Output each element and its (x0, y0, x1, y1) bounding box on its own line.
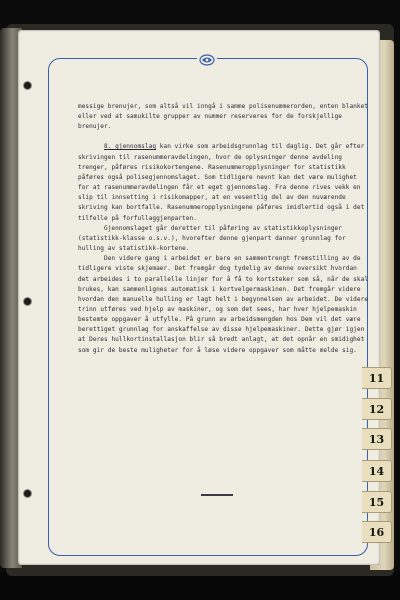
punch-hole (24, 298, 31, 305)
paragraph-text: kan virke som arbeidsgrunnlag til daglig. Det går efter skrivingen til rasenummeravdelingen, hvor de oplysninger denne avdeling trenger, påføres risikokortengene. Rasenummeropplysninger for statistikk påføres også polisegjennomslaget. Som tidligere nevnt kan det være mulighet for at rasenummeravdelingen får et eget gjennomslag. Fra denne rives vekk en slip til innsetting i risikomapper, at en vesentlig del av den nuværende skriving kan bortfalle. Rasenummeropplysningene påføres imidlertid også i det tilfelle på forfullaggjenparten. (78, 143, 369, 222)
paragraph: Gjennomslaget går deretter til påføring av statistikkoplysninger (statistikk-klasse o.s.v.), hvorefter denne gjenpart danner grunnlag for hulling av statistikk-kortene. (78, 224, 350, 253)
paragraph: Den videre gang i arbeidet er bare en sammentrengt fremstilling av de tidligere viste skjemaer. Det fremgår dog tydelig av denne oversikt hvordan det arbeides i to parallelle linjer for å få to kortsteker som så, når de skal brukes, kan sammenlignes automatisk i kortvelgermaskinen. Det fremgår videre hvordan den manuelle hulling er lagt helt i begynnelsen av arbeidet. De videre trinn utføres ved hjelp av maskiner, og som det sees, har hver hjelpemaskin bestemte oppgaver å utfylle. På grunn av arbeidsmengden hos Dem vil det være berettiget grunnlag for anskaffelse av disse hjelpemaskiner. Dette gjør igjen at Deres hullkortinstallasjon blir så bredt anlagt, at det opnår en smidighet som gir de beste muligheter for å løse videre oppgaver som måtte melde sig. (78, 255, 372, 354)
page-number: - 3 - (186, 569, 212, 577)
crest-icon (197, 53, 217, 67)
paragraph: messige brenujer, som altså vil inngå i samme polisenummerorden, enten blanket eller ved at samukilte grupper av nummer reserveres for de forskjellige brenujer. (78, 103, 372, 131)
index-tab-12[interactable]: 12 (362, 398, 392, 420)
index-tab-13[interactable]: 13 (362, 428, 392, 450)
punch-hole (24, 490, 31, 497)
index-tab-11[interactable]: 11 (362, 367, 392, 389)
punch-hole (24, 82, 31, 89)
index-tab-15[interactable]: 15 (362, 491, 392, 513)
paragraph (78, 142, 370, 223)
section-heading: 8. gjennomslag (104, 143, 157, 151)
index-tab-16[interactable]: 16 (362, 521, 392, 543)
document-page (18, 30, 380, 577)
index-tab-14[interactable]: 14 (362, 460, 392, 482)
document-body (78, 102, 370, 356)
section-divider (201, 494, 233, 496)
